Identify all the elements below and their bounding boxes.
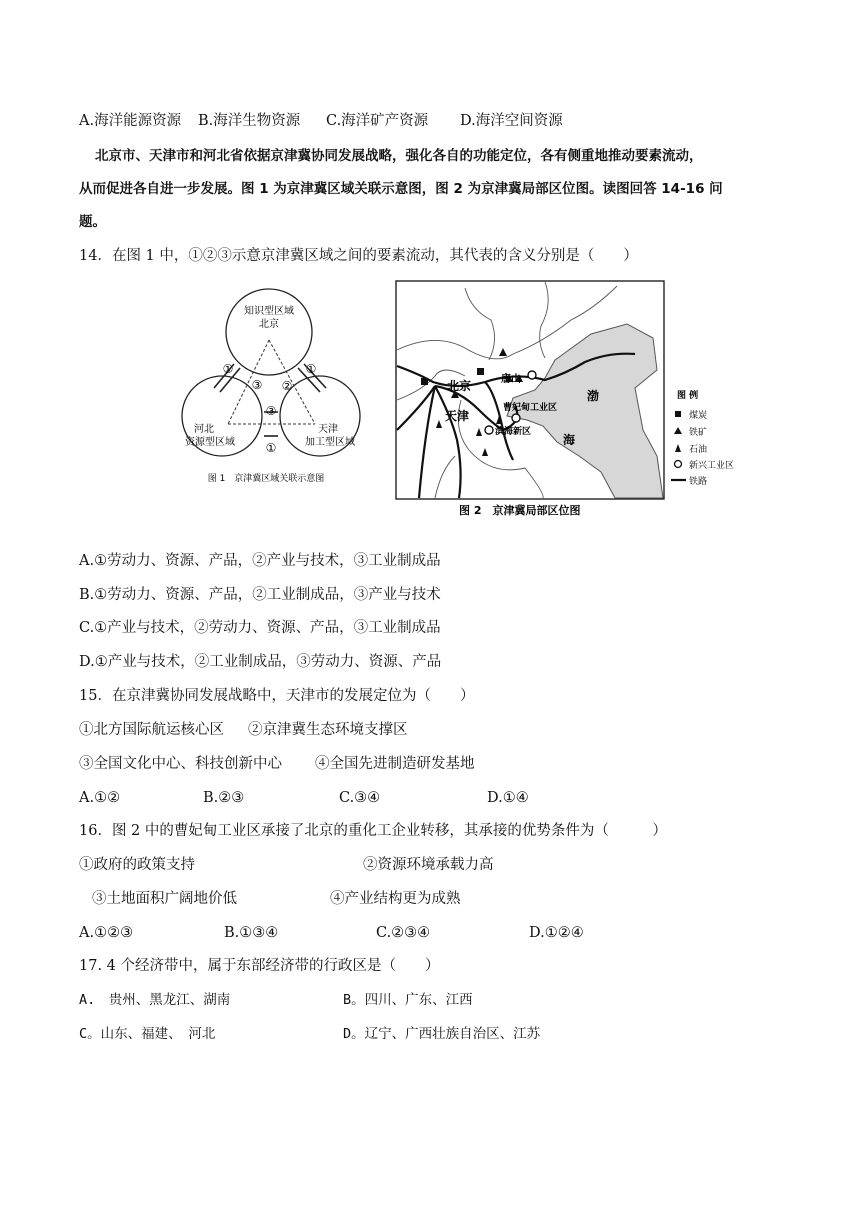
fig2-label-beijing: 北京	[447, 379, 472, 393]
fig1-flow-3-bottom: ③	[265, 404, 277, 418]
fig1-right-label-2: 加工型区域	[305, 437, 355, 448]
q15-stem: 15．在京津冀协同发展战略中，天津市的发展定位为（ ）	[79, 688, 475, 704]
q17-option-c: C。山东、福建、 河北	[79, 1026, 216, 1042]
q16-statement-4: ④产业结构更为成熟	[330, 891, 461, 907]
fig2-legend-railway: 铁路	[689, 477, 708, 487]
q16-options-row	[79, 923, 584, 943]
fig1-right-label-1: 天津	[318, 424, 338, 435]
q13-option-b: B.海洋生物资源	[198, 113, 301, 129]
fig1-flow-1-bottom: ①	[265, 441, 277, 455]
q14-option-c: C.①产业与技术，②劳动力、资源、产品，③工业制成品	[79, 620, 441, 636]
q15-statement-2: ②京津冀生态环境支撑区	[248, 722, 408, 738]
q17-option-a: A. 贵州、黑龙江、湖南	[79, 992, 231, 1008]
fig2-legend-iron: 铁矿	[689, 428, 708, 438]
fig2-label-hai: 海	[563, 433, 576, 447]
q15-statement-1: ①北方国际航运核心区	[79, 722, 224, 738]
fig2-legend-title: 图 例	[677, 391, 699, 401]
q14-option-d: D.①产业与技术，②工业制成品，③劳动力、资源、产品	[79, 654, 442, 670]
beijing-circle	[226, 289, 312, 375]
q16-option-a: A.①②③	[79, 925, 134, 941]
q16-option-d: D.①②④	[529, 925, 584, 941]
q16-statement-2: ②资源环境承载力高	[363, 857, 494, 873]
intro-line-3: 题。	[79, 214, 106, 230]
q15-options-row	[79, 788, 529, 808]
q15-option-b: B.②③	[203, 790, 245, 806]
fig2-label-binhai: 滨海新区	[495, 427, 532, 437]
q13-options-row	[79, 111, 563, 131]
q13-option-c: C.海洋矿产资源	[326, 113, 429, 129]
q15-statement-4: ④全国先进制造研发基地	[315, 756, 475, 772]
q17-option-b: B。四川、广东、江西	[343, 992, 473, 1008]
q16-option-c: C.②③④	[376, 925, 431, 941]
q14-option-b: B.①劳动力、资源、产品，②工业制成品，③产业与技术	[79, 587, 441, 603]
q15-option-d: D.①④	[487, 790, 529, 806]
q16-stem: 16．图 2 中的曹妃甸工业区承接了北京的重化工企业转移，其承接的优势条件为（ ）	[79, 823, 667, 839]
q17-stem: 17. 4 个经济带中，属于东部经济带的行政区是（ ）	[79, 958, 440, 974]
fig1-top-label-1: 知识型区域	[244, 306, 294, 317]
q13-option-d: D.海洋空间资源	[460, 113, 563, 129]
fig1-left-label-2: 资源型区域	[185, 437, 235, 448]
q16-statement-3: ③土地面积广阔地价低	[92, 891, 237, 907]
q17-options-row-1	[79, 990, 473, 1010]
q16-option-b: B.①③④	[224, 925, 279, 941]
intro-line-1: 北京市、天津市和河北省依据京津冀协同发展战略，强化各自的功能定位，各有侧重地推动要素流动，	[95, 148, 703, 164]
fig2-label-tangshan: 唐山	[501, 374, 521, 385]
q14-option-a: A.①劳动力、资源、产品，②产业与技术，③工业制成品	[79, 553, 441, 569]
fig2-legend-coal: 煤炭	[689, 411, 708, 421]
figure-1-relation-diagram	[180, 284, 360, 489]
fig1-flow-2-right: ②	[281, 379, 293, 393]
fig2-caption: 图 2 京津冀局部区位图	[459, 504, 581, 517]
fig1-caption: 图 1 京津冀区域关联示意图	[207, 474, 325, 484]
q15-option-a: A.①②	[79, 790, 121, 806]
fig1-left-label-1: 河北	[194, 424, 214, 435]
fig1-flow-1-left: ①	[222, 362, 234, 376]
fig2-label-bo: 渤	[587, 389, 600, 403]
fig1-top-label-2: 北京	[259, 319, 279, 330]
q16-statements-row-1	[79, 855, 494, 875]
q15-option-c: C.③④	[339, 790, 381, 806]
fig2-label-tianjin: 天津	[445, 409, 470, 423]
q15-statements-row-1	[79, 720, 408, 740]
fig2-legend-oil: 石油	[689, 445, 708, 455]
fig1-flow-3-left: ③	[251, 378, 263, 392]
fig2-label-caofeidian: 曹妃甸工业区	[503, 403, 558, 413]
q15-statements-row-2	[79, 754, 475, 774]
q14-stem: 14．在图 1 中，①②③示意京津冀区域之间的要素流动，其代表的含义分别是（ ）	[79, 248, 638, 264]
fig1-flow-1-right: ①	[305, 362, 317, 376]
q16-statements-row-2	[92, 889, 461, 909]
intro-line-2: 从而促进各自进一步发展。图 1 为京津冀区域关联示意图，图 2 为京津冀局部区位图。读图回答 14-16 问	[79, 181, 723, 197]
q13-option-a: A.海洋能源资源	[79, 113, 182, 129]
fig2-legend-newzone: 新兴工业区	[689, 461, 735, 471]
q17-options-row-2	[79, 1024, 540, 1044]
q17-option-d: D。辽宁、广西壮族自治区、江苏	[343, 1026, 541, 1042]
q16-statement-1: ①政府的政策支持	[79, 857, 195, 873]
q15-statement-3: ③全国文化中心、科技创新中心	[79, 756, 282, 772]
figure-2-location-map	[395, 280, 735, 520]
